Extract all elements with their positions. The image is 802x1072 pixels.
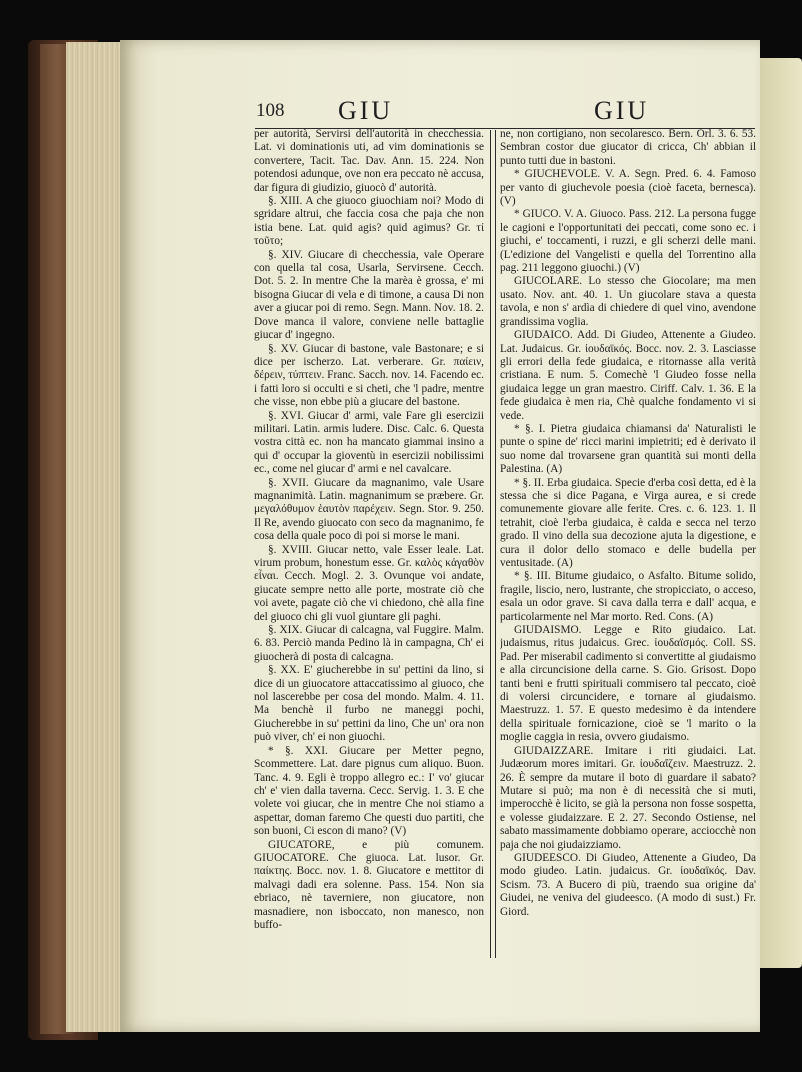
- entry-paragraph: * §. XXI. Giucare per Metter pegno, Scommettere. Lat. dare pignus cum aliquo. Buon. Tanc. 4. 9. Egli è troppo allegro ec.: I' vo' giucar ch' e' vien dalla taverna. Cecc. Servig. 1. 3. E che volete voi giucar, che in mentre Che noi stiamo a aspettar, doman faremo Che questi duo partiti, che son buoni, Ci escon di mano? (V): [254, 744, 484, 838]
- entry-paragraph: §. XV. Giucar di bastone, vale Bastonare; e si dice per ischerzo. Lat. verberare. Gr. παίειν, δέρειν, τύπτειν. Franc. Sacch. nov. 14. Facendo ec. i fatti loro si occulti e si cheti, che 'l padre, mentre che visse, non ebbe più a giucare del bastone.: [254, 342, 484, 409]
- entry-paragraph: * §. III. Bitume giudaico, o Asfalto. Bitume solido, fragile, liscio, nero, lustrante, che stropicciato, o acceso, esala un odor grave. Si cava dalla terra e dall' acqua, e particolarmente nel Mar morto. Red. Cons. (A): [500, 570, 756, 623]
- entry-paragraph: per autorità, Servirsi dell'autorità in checchessia. Lat. vi dominationis uti, ad vim dominationis se convertere, Tacit. Tac. Dav. Ann. 15. 224. Non potendosi adunque, ove non era peccato nè accusa, dar figura di giudizio, giuocò d' autorità.: [254, 128, 484, 194]
- running-head-right: GIU: [594, 96, 650, 125]
- entry-paragraph: GIUDAICO. Add. Di Giudeo, Attenente a Giudeo. Lat. Judaicus. Gr. ἰουδαϊκός. Bocc. nov. 2. 3. Lasciasse gli errori della fede giudaica, e ritornasse alla verità cristiana. E num. 5. Comechè 'l Giudeo fosse nella giudaica legge un gran maestro. Ciriff. Calv. 1. 36. E la fede giudaica è men ria, Chè qualche fondamento vi si vede.: [500, 329, 756, 422]
- entry-paragraph: GIUDAISMO. Legge e Rito giudaico. Lat. judaismus, ritus judaicus. Grec. ἰουδαϊσμός. Coll. SS. Pad. Per miserabil cadimento si convertitte al giudaismo e alla circuncisione della carne. S. Gio. Grisost. Dopo tanti beni e frutti spirituali commisero tal peccato, cioè di volersi circuncidere, e tornare al giudaismo. Maestruzz. 1. 57. E questo medesimo è da intendere della spirituale fornicazione, cioè se 'l marito o la moglie caggia in resia, ovvero giudaismo.: [500, 624, 756, 744]
- entry-paragraph: * §. I. Pietra giudaica chiamansi da' Naturalisti le punte o spine de' ricci marini impietriti; ed è derivato il suo nome dal trovarsene gran quantità sui monti della Palestina. (A): [500, 422, 756, 476]
- entry-paragraph: GIUDAIZZARE. Imitare i riti giudaici. Lat. Judæorum mores imitari. Gr. ἰουδαΐζειν. Maestruzz. 2. 26. È sempre da mutare il boto di guardare il sabato? Mutare si può; ma non è di necessità che si muti, imperocchè è licito, se già la persona non fosse sospetta, e volesse giudaizzare. E 2. 27. Secondo Ostiense, nel sabato massimamente dobbiamo operare, acciocchè non paja che noi giudaizziamo.: [500, 744, 756, 851]
- entry-paragraph: * §. II. Erba giudaica. Specie d'erba così detta, ed è la stessa che si dice Pagana, e Virga aurea, e si crede comunemente giovare alle ferite. Cres. c. 6. 123. 1. Il tetrahit, cioè l'erba giudaica, è calda e secca nel terzo grado. Il vino della sua decozione ajuta la digestione, e cura il dolor dello stomaco e delle budella per ventusitade. (A): [500, 476, 756, 569]
- running-head-left: GIU: [338, 96, 394, 125]
- entry-paragraph: GIUCATORE, e più comunem. GIUOCATORE. Che giuoca. Lat. lusor. Gr. παίκτης. Bocc. nov. 1. 8. Giucatore e mettitor di malvagi dadi era solenne. Pass. 154. Non sia ebriaco, nè taverniere, non giucatore, non masnadiere, non isboccato, non manesco, non buffo-: [254, 838, 484, 931]
- column-divider: [490, 130, 496, 958]
- entry-paragraph: * GIUCHEVOLE. V. A. Segn. Pred. 6. 4. Famoso per vanto di giuchevole poesia (cioè faceta, bernesca). (V): [500, 168, 756, 208]
- entry-paragraph: ne, non cortigiano, non secolaresco. Bern. Orl. 3. 6. 53. Sembran costor due giucator di cricca, Ch' abbian il punto tutti due in bastoni.: [500, 128, 756, 167]
- entry-paragraph: §. XVIII. Giucar netto, vale Esser leale. Lat. virum probum, honestum esse. Gr. καλὸς κἀγαθὸν εἶναι. Cecch. Mogl. 2. 3. Ovunque voi andate, giucate sempre netto alle porte, mostrate ciò che voi avete, pagate ciò che vi chiedono, chè alla fine del giuoco chi gli vuol giuntare gli paghi.: [254, 543, 484, 623]
- entry-paragraph: §. XIV. Giucare di checchessia, vale Operare con quella tal cosa, Usarla, Servirsene. Cecch. Dot. 5. 2. In mentre Che la marèa è grossa, e' mi bisogna Giucar di vela e di timone, a causa Di non aver a giucar poi di remo. Segn. Mann. Nov. 18. 2. Dove manca il valore, conviene nelle battaglie giucar d' ingegno.: [254, 248, 484, 342]
- entry-paragraph: §. XIII. A che giuoco giuochiam noi? Modo di sgridare altrui, che faccia cosa che paja che non istia bene. Lat. quid agis? quid agimus? Gr. τί τοῦτο;: [254, 195, 484, 248]
- left-column: [254, 128, 484, 960]
- entry-paragraph: GIUCOLARE. Lo stesso che Giocolare; ma men usato. Nov. ant. 40. 1. Un giucolare stava a questa tavola, e non s' ardìa di chiedere di quel vino, avendone grandissima voglia.: [500, 275, 756, 328]
- entry-paragraph: §. XIX. Giucar di calcagna, val Fuggire. Malm. 6. 83. Perciò manda Pedino là in campagna, Ch' ei giuocherà di posta di calcagna.: [254, 624, 484, 663]
- entry-paragraph: GIUDEESCO. Di Giudeo, Attenente a Giudeo, Da modo giudeo. Latin. judaicus. Gr. ἰουδαϊκός. Dav. Scism. 73. A Bucero di più, traendo sua origine da' Giudei, ne veniva del giudeesco. (A modo di sust.) Fr. Giord.: [500, 851, 756, 918]
- page-number: 108: [256, 100, 285, 121]
- entry-paragraph: §. XVII. Giucare da magnanimo, vale Usare magnanimità. Latin. magnanimum se præbere. Gr. μεγαλόθυμον ἑαυτὸν παρέχειν. Segn. Stor. 9. 250. Il Re, avendo giuocato con seco da magnanimo, fe cosa della quale poco di poi si morse le mani.: [254, 476, 484, 543]
- entry-paragraph: * GIUCO. V. A. Giuoco. Pass. 212. La persona fugge le cagioni e l'opportunitati dei peccati, come sono ec. i giuchi, e' toccamenti, i ruzzi, e gli scherzi delle mani. (L'edizione del Vangelisti e quella del Torrentino alla pag. 211 leggono giuochi.) (V): [500, 208, 756, 275]
- right-column: [500, 128, 756, 968]
- next-page-flap: [758, 58, 802, 968]
- entry-paragraph: §. XVI. Giucar d' armi, vale Fare gli esercizii militari. Latin. armis ludere. Disc. Calc. 6. Questa vostra città ec. non ha mancato giammai insino a qui d' occupar la gioventù in esercizii nobilissimi ec., come nel giucar d' armi e nel cavalcare.: [254, 409, 484, 476]
- entry-paragraph: §. XX. E' giucherebbe in su' pettini da lino, si dice di un giuocatore attaccatissimo al giuoco, che nol lascerebbe per cosa del mondo. Malm. 4. 11. Ma benchè il furbo ne maneggi pochi, Giucherebbe in su' pettini da lino, Che un' ora non può viver, ch' ei non giuochi.: [254, 664, 484, 744]
